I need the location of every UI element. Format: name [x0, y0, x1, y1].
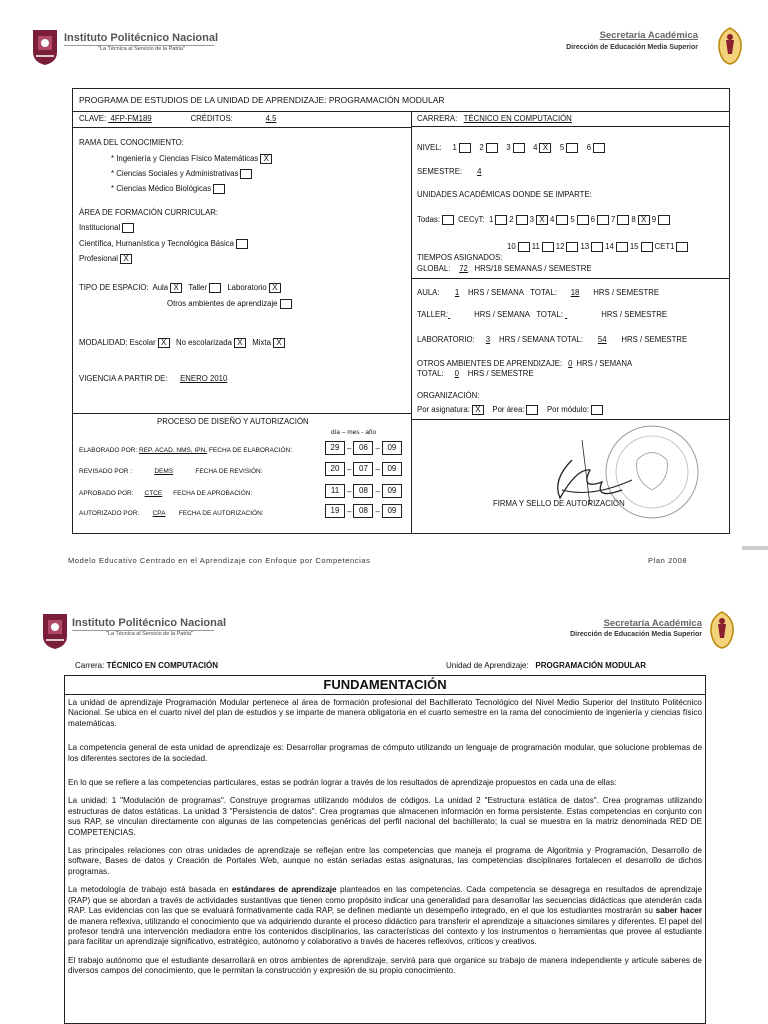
institution-name: Instituto Politécnico Nacional	[64, 32, 219, 44]
checkbox[interactable]	[566, 242, 578, 252]
checkbox[interactable]	[213, 184, 225, 194]
checkbox[interactable]	[280, 299, 292, 309]
paragraph: La unidad: 1 "Modulación de programas". Construye programas utilizando módulos de códigos. La unidad 2 "Estructura estática de datos". Crea programas utilizando estructuras de datos estáticas. La unidad 3 "Persistencia de datos". Crea programas que almacenen información en forma persistente. Estas competencias en conjunto con sus RAP, se vinculan directamente con algunas de las competencias genéricas del perfil nacional del bachillerato; la cual se muestra en la matriz denominada RED DE COMPETENCIAS.	[68, 796, 702, 837]
rama-option-2: * Ciencias Sociales y Administrativas	[111, 169, 254, 179]
checkbox[interactable]	[236, 239, 248, 249]
carrera-field: CARRERA: TÉCNICO EN COMPUTACIÓN	[417, 114, 572, 123]
cecyt-row-1: Todas: CECyT: 1 2 3 X 4 5 6 7 8 X 9	[417, 215, 672, 225]
tiempos-label: TIEMPOS ASIGNADOS:	[417, 253, 503, 262]
dems-logo-icon	[716, 26, 744, 66]
carrera-meta: Carrera: TÉCNICO EN COMPUTACIÓN	[75, 661, 218, 670]
checkbox[interactable]: X	[158, 338, 170, 348]
checkbox[interactable]: X	[234, 338, 246, 348]
checkbox[interactable]	[641, 242, 653, 252]
checkbox[interactable]: X	[273, 338, 285, 348]
divider	[411, 278, 729, 279]
nivel-field: NIVEL: 1 2 3 4 X 5 6	[417, 143, 607, 153]
unidades-label: UNIDADES ACADÉMICAS DONDE SE IMPARTE:	[417, 190, 592, 199]
checkbox[interactable]: X	[260, 154, 272, 164]
checkbox[interactable]: X	[170, 283, 182, 293]
ipn-logo-icon	[40, 612, 70, 650]
column-divider	[411, 111, 412, 533]
otros-amb-hrs: OTROS AMBIENTES DE APRENDIZAJE: 0 HRS / SEMANA	[417, 359, 633, 368]
direccion-name: Dirección de Educación Media Superior	[566, 44, 698, 51]
unidad-meta: Unidad de Aprendizaje: PROGRAMACIÓN MODULAR	[446, 661, 647, 670]
aprobado-date: 11 – 08 – 09	[325, 484, 402, 498]
area-option-3: Profesional X	[79, 254, 134, 264]
aula-hrs: AULA: 1 HRS / SEMANA TOTAL: 18 HRS / SEMESTRE	[417, 288, 660, 297]
checkbox[interactable]	[591, 242, 603, 252]
modalidad: MODALIDAD: Escolar X No escolarizada X Mixta X	[79, 338, 287, 348]
proceso-label: PROCESO DE DISEÑO Y AUTORIZACIÓN	[157, 417, 309, 426]
paragraph: Las principales relaciones con otras unidades de aprendizaje se reflejan entre las competencias que maneja el programa de Algoritmia y Programación, Desarrollo de software, Bases de datos y Creación de Portales Web, aunque no están seriadas estas asignaturas, las competencias disciplinares fortalecen el desarrollo de dichos programas.	[68, 846, 702, 876]
dma-label: día – mes - año	[331, 429, 377, 436]
vigencia: VIGENCIA A PARTIR DE: ENERO 2010	[79, 374, 228, 383]
footer-plan: Plan 2008	[648, 556, 688, 565]
checkbox[interactable]: X	[536, 215, 548, 225]
checkbox[interactable]: X	[539, 143, 551, 153]
checkbox[interactable]: X	[269, 283, 281, 293]
checkbox[interactable]	[516, 215, 528, 225]
elaborado-date: 29 – 06 – 09	[325, 441, 402, 455]
paragraph: En lo que se refiere a las competencias particulares, estas se podrán lograr a través de los resultados de aprendizaje propuestos en cada una de ellas:	[68, 778, 617, 788]
divider	[411, 126, 729, 127]
revisado-row: REVISADO POR : DEMS FECHA DE REVISIÓN:	[79, 468, 263, 475]
fundamentacion-body	[65, 695, 705, 977]
dems-logo-icon	[708, 610, 736, 650]
paragraph: La competencia general de esta unidad de aprendizaje es: Desarrollar programas de cómputo utilizando un lenguaje de programación modular, que solucione problemas de los diferentes sectores de la sociedad.	[68, 743, 702, 763]
direccion-name: Dirección de Educación Media Superior	[570, 631, 702, 638]
aprobado-row: APROBADO POR: CTCE FECHA DE APROBACIÓN:	[79, 490, 253, 497]
checkbox[interactable]	[122, 223, 134, 233]
rama-label: RAMA DEL CONOCIMIENTO:	[79, 138, 184, 147]
paragraph: El trabajo autónomo que el estudiante desarrollará en otros ambientes de aprendizaje, servirá para que organice su trabajo de manera independiente y articule saberes de diversos campos del conocimiento, que le permitan la construcción y expresión de su propio conocimiento.	[68, 955, 702, 976]
checkbox[interactable]	[542, 242, 554, 252]
secretaria-name: Secretaría Académica	[603, 618, 702, 629]
institution-motto: "La Técnica al Servicio de la Patria"	[98, 46, 185, 52]
checkbox[interactable]	[593, 143, 605, 153]
footer-bar	[742, 546, 768, 550]
fundamentacion-title: FUNDAMENTACIÓN	[65, 676, 705, 695]
divider	[73, 111, 729, 112]
cecyt-row-2: 10 11 12 13 14 15 CET1	[507, 242, 690, 252]
checkbox[interactable]	[513, 143, 525, 153]
checkbox[interactable]	[459, 143, 471, 153]
checkbox[interactable]	[566, 143, 578, 153]
checkbox[interactable]: X	[638, 215, 650, 225]
organizacion-label: ORGANIZACIÓN:	[417, 391, 480, 400]
divider	[73, 413, 411, 414]
area-option-1: Institucional	[79, 223, 136, 233]
otros-total: TOTAL: 0 HRS / SEMESTRE	[417, 369, 534, 378]
checkbox[interactable]	[676, 242, 688, 252]
page-2	[0, 600, 768, 1024]
checkbox[interactable]	[616, 242, 628, 252]
clave-field: CLAVE: 4FP-FM189 CRÉDITOS: 4.5	[79, 114, 277, 123]
checkbox[interactable]	[658, 215, 670, 225]
rama-option-1: * Ingeniería y Ciencias Físico Matemáticas X	[111, 154, 274, 164]
checkbox[interactable]: X	[472, 405, 484, 415]
autorizado-row: AUTORIZADO POR: CPA FECHA DE AUTORIZACIÓN:	[79, 510, 264, 517]
global-field: GLOBAL: 72 HRS/18 SEMANAS / SEMESTRE	[417, 264, 592, 273]
lab-hrs: LABORATORIO: 3 HRS / SEMANA TOTAL: 54 HRS / SEMESTRE	[417, 335, 688, 344]
checkbox[interactable]	[442, 215, 454, 225]
otros-ambientes: Otros ambientes de aprendizaje	[167, 299, 294, 309]
checkbox[interactable]	[556, 215, 568, 225]
checkbox[interactable]	[518, 242, 530, 252]
institution-motto: "La Técnica al Servicio de la Patria"	[106, 631, 193, 637]
checkbox[interactable]: X	[120, 254, 132, 264]
taller-hrs: TALLER: HRS / SEMANA TOTAL: HRS / SEMESTRE	[417, 310, 668, 319]
checkbox[interactable]	[597, 215, 609, 225]
checkbox[interactable]	[526, 405, 538, 415]
authorization-seal-icon	[532, 420, 712, 540]
checkbox[interactable]	[577, 215, 589, 225]
fundamentacion-box	[64, 675, 706, 1024]
checkbox[interactable]	[495, 215, 507, 225]
tipo-espacio: TIPO DE ESPACIO: Aula X Taller Laboratorio X	[79, 283, 283, 293]
revisado-date: 20 – 07 – 09	[325, 462, 402, 476]
header-rule	[64, 45, 214, 46]
area-option-2: Científica, Humanística y Tecnológica Básica	[79, 239, 250, 249]
footer-model: Modelo Educativo Centrado en el Aprendizaje con Enfoque por Competencias	[68, 556, 371, 565]
elaborado-row: ELABORADO POR: REP. ACAD. NMS, IPN. FECHA DE ELABORACIÓN:	[79, 447, 293, 454]
area-label: ÁREA DE FORMACIÓN CURRICULAR:	[79, 208, 219, 217]
checkbox[interactable]	[486, 143, 498, 153]
institution-name: Instituto Politécnico Nacional	[72, 617, 227, 629]
paragraph: La metodología de trabajo está basada en estándares de aprendizaje planteados en las competencias. Cada competencia se desagrega en resultados de aprendizaje (RAP) que se abordan a través de actividades sustantivas que tienen como propósito indicar una generalidad para desarrollar las secuencias didácticas que atenderán cada RAP. Las evidencias con las que se evaluará formativamente cada RAP, se definen mediante un desempeño integrado, en el que los estudiantes mostrarán su saber hacer de manera reflexiva, utilizando el conocimiento que va adquiriendo durante el proceso didáctico para transferir el aprendizaje a situaciones similares y diferentes. El papel del profesor tendrá una intervención mediadora entre los contenidos disciplinarios, las características del contexto y los instrumentos o herramientas que provee al estudiante para facilitar un aprendizaje significativo, estratégico, autónomo y colaborativo a través de haceres reflexivos, críticos y creativos.	[68, 885, 702, 947]
ipn-logo-icon	[30, 28, 60, 66]
form-title: PROGRAMA DE ESTUDIOS DE LA UNIDAD DE APRENDIZAJE: PROGRAMACIÓN MODULAR	[79, 95, 445, 105]
autorizado-date: 19 – 08 – 09	[325, 504, 402, 518]
firma-label: FIRMA Y SELLO DE AUTORIZACIÓN	[493, 499, 625, 508]
checkbox[interactable]	[240, 169, 252, 179]
checkbox[interactable]	[209, 283, 221, 293]
divider	[73, 127, 411, 128]
rama-option-3: * Ciencias Médico Biológicas	[111, 184, 227, 194]
paragraph: La unidad de aprendizaje Programación Modular pertenece al área de formación profesional del Bachillerato Tecnológico del Nivel Medio Superior del Instituto Politécnico Nacional. Se ubica en el cuarto nivel del plan de estudios y se imparte de manera obligatoria en el cuarto semestre en la rama del conocimiento de ingeniería y ciencias físico matemáticas.	[68, 698, 702, 728]
secretaria-name: Secretaría Académica	[599, 30, 698, 41]
checkbox[interactable]	[617, 215, 629, 225]
semestre-field: SEMESTRE: 4	[417, 167, 482, 176]
organizacion-options: Por asignatura: X Por área: Por módulo:	[417, 405, 605, 415]
checkbox[interactable]	[591, 405, 603, 415]
